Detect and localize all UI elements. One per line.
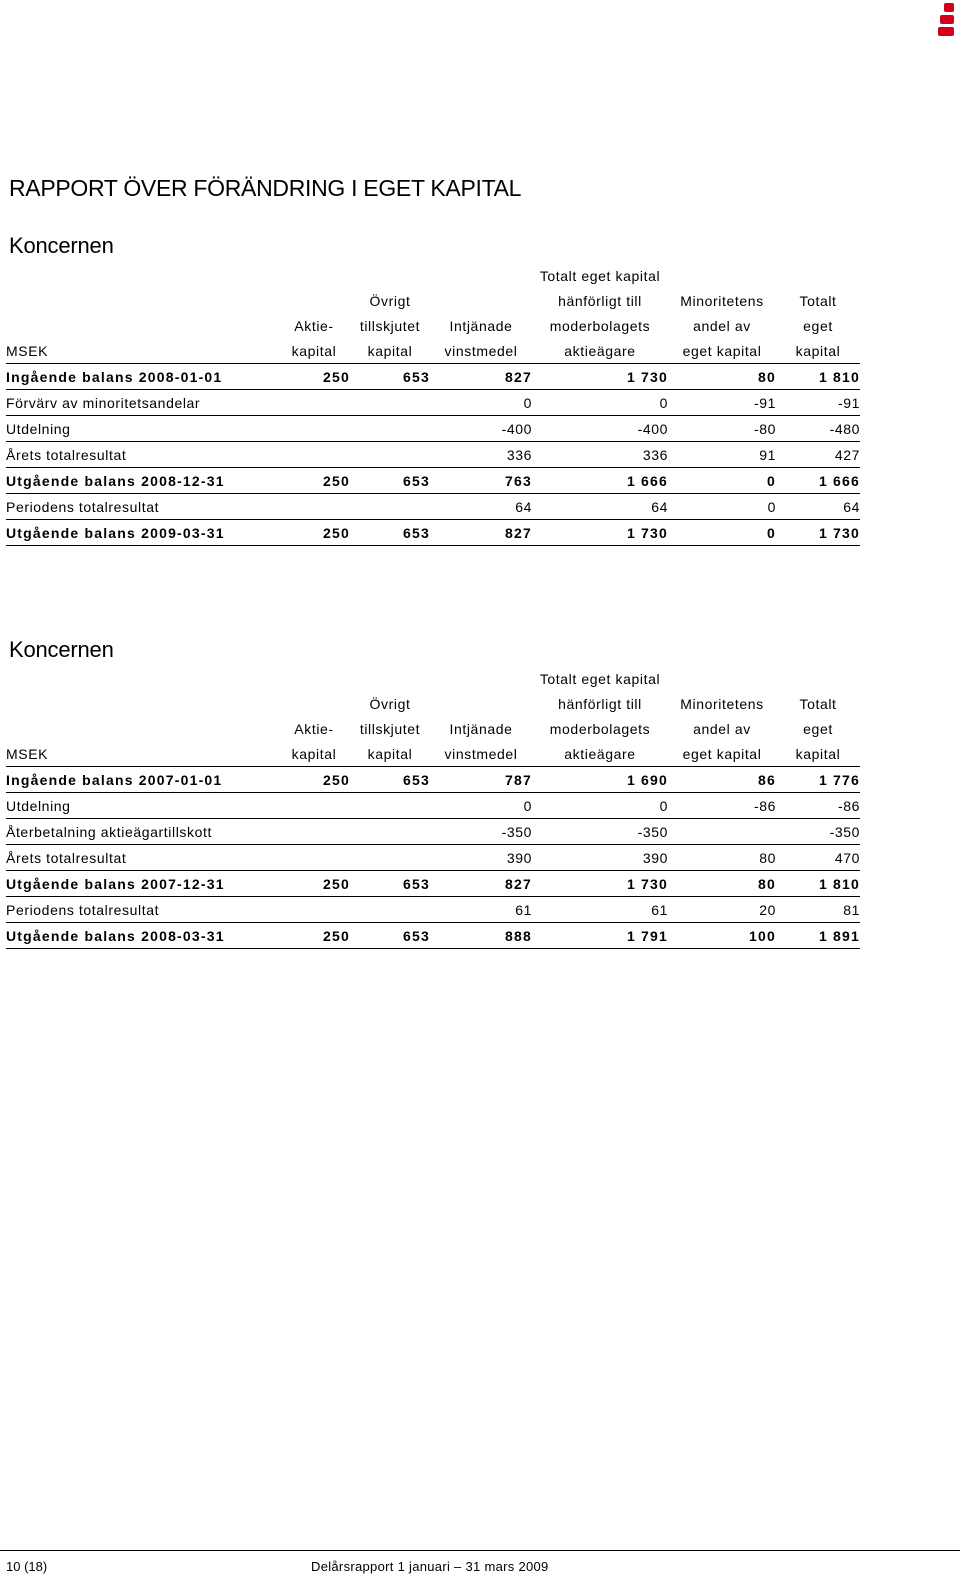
report-name: Delårsrapport 1 januari – 31 mars 2009 [311,1559,549,1574]
value-cell-minoritet: 86 [668,767,776,793]
value-cell-minoritet: 0 [668,468,776,494]
value-cell-minoritet: 100 [668,923,776,949]
logo-bar-top [944,3,954,12]
table-row [6,923,860,949]
value-cell-aktie [278,819,350,845]
logo-bar-bottom [938,27,954,36]
table-row [6,819,860,845]
column-header-cell [6,313,278,338]
column-header-cell: Totalt [799,695,837,712]
column-header-cell [6,263,278,288]
value-cell-minoritet [668,819,776,845]
row-label: Årets totalresultat [6,442,278,468]
value-cell-intjanade: 336 [430,442,532,468]
table-row [6,416,860,442]
header-row [6,716,860,741]
row-label: Förvärv av minoritetsandelar [6,390,278,416]
row-label: Utdelning [6,793,278,819]
column-header-cell: Övrigt [369,695,411,712]
value-cell-moder: 61 [532,897,668,923]
value-cell-minoritet: -80 [668,416,776,442]
value-cell-totalt: 81 [776,897,860,923]
value-cell-intjanade: 0 [430,390,532,416]
value-cell-ovrigt [350,819,430,845]
column-header-cell: vinstmedel [430,338,532,364]
value-cell-intjanade: 64 [430,494,532,520]
value-cell-moder: 1 730 [532,871,668,897]
column-header-cell [430,666,532,691]
column-header-cell [668,666,776,691]
value-cell-aktie: 250 [278,468,350,494]
column-header-cell: Totalt eget kapital [539,267,661,284]
value-cell-totalt: 1 810 [776,364,860,390]
value-cell-ovrigt: 653 [350,923,430,949]
value-cell-moder: 0 [532,793,668,819]
value-cell-ovrigt: 653 [350,468,430,494]
column-header-cell [278,288,350,313]
table-row [6,767,860,793]
value-cell-intjanade: -350 [430,819,532,845]
header-row [6,313,860,338]
value-cell-ovrigt [350,390,430,416]
row-label: Periodens totalresultat [6,897,278,923]
column-header-cell [278,691,350,716]
column-header-cell: kapital [350,741,430,767]
value-cell-totalt: -480 [776,416,860,442]
column-header-cell: kapital [776,338,860,364]
value-cell-minoritet: 0 [668,494,776,520]
value-cell-aktie [278,897,350,923]
value-cell-intjanade: 827 [430,520,532,546]
value-cell-ovrigt: 653 [350,520,430,546]
value-cell-intjanade: 888 [430,923,532,949]
value-cell-intjanade: 763 [430,468,532,494]
column-header-cell: andel av [693,720,751,737]
column-header-cell: Aktie- [294,317,334,334]
value-cell-ovrigt [350,442,430,468]
column-header-cell [776,666,860,691]
value-cell-intjanade: -400 [430,416,532,442]
column-header-cell: MSEK [6,741,278,767]
value-cell-aktie [278,416,350,442]
value-cell-totalt: -350 [776,819,860,845]
row-label: Utgående balans 2008-12-31 [6,468,278,494]
section-title-2: Koncernen [9,637,114,662]
column-header-cell: eget [803,317,833,334]
column-header-cell: Intjänade [449,720,513,737]
value-cell-moder: 1 730 [532,364,668,390]
column-header-cell: moderbolagets [549,720,651,737]
column-header-cell: Totalt eget kapital [539,670,661,687]
column-header-cell: hänförligt till [558,695,642,712]
column-header-cell: MSEK [6,338,278,364]
value-cell-totalt: -91 [776,390,860,416]
table-row [6,390,860,416]
value-cell-moder: 336 [532,442,668,468]
column-header-cell: Totalt [799,292,837,309]
column-header-cell [776,263,860,288]
column-header-cell: Intjänade [449,317,513,334]
value-cell-aktie: 250 [278,923,350,949]
value-cell-moder: 64 [532,494,668,520]
column-header-cell: kapital [278,741,350,767]
value-cell-aktie: 250 [278,364,350,390]
value-cell-moder: -350 [532,819,668,845]
value-cell-minoritet: 80 [668,364,776,390]
page-footer [0,1550,960,1590]
logo-bar-middle [940,15,954,24]
column-header-cell [278,666,350,691]
value-cell-ovrigt [350,416,430,442]
column-header-cell: eget [803,720,833,737]
value-cell-totalt: 1 891 [776,923,860,949]
table-row [6,442,860,468]
column-header-cell [6,666,278,691]
header-row [6,288,860,313]
header-row [6,691,860,716]
value-cell-minoritet: 91 [668,442,776,468]
column-header-cell: eget kapital [668,741,776,767]
table-row [6,897,860,923]
table-row [6,494,860,520]
row-label: Årets totalresultat [6,845,278,871]
value-cell-ovrigt: 653 [350,871,430,897]
value-cell-intjanade: 390 [430,845,532,871]
value-cell-intjanade: 827 [430,364,532,390]
column-header-cell [350,263,430,288]
header-row [6,666,860,691]
column-header-cell: aktieägare [532,338,668,364]
value-cell-moder: 1 666 [532,468,668,494]
column-header-cell: Aktie- [294,720,334,737]
column-header-cell [350,666,430,691]
value-cell-totalt: 1 730 [776,520,860,546]
value-cell-minoritet: -86 [668,793,776,819]
row-label: Utdelning [6,416,278,442]
value-cell-ovrigt: 653 [350,364,430,390]
value-cell-aktie: 250 [278,767,350,793]
value-cell-moder: -400 [532,416,668,442]
row-label: Ingående balans 2007-01-01 [6,767,278,793]
row-label: Utgående balans 2007-12-31 [6,871,278,897]
column-header-cell [6,716,278,741]
column-header-cell [668,263,776,288]
column-header-cell: aktieägare [532,741,668,767]
value-cell-aktie: 250 [278,871,350,897]
page-title: RAPPORT ÖVER FÖRÄNDRING I EGET KAPITAL [9,175,522,201]
value-cell-intjanade: 827 [430,871,532,897]
value-cell-totalt: 64 [776,494,860,520]
value-cell-ovrigt [350,897,430,923]
value-cell-moder: 1 730 [532,520,668,546]
table-row [6,845,860,871]
column-header-cell: eget kapital [668,338,776,364]
value-cell-moder: 1 690 [532,767,668,793]
column-header-cell: tillskjutet [359,317,421,334]
value-cell-totalt: 1 810 [776,871,860,897]
equity-changes-table-2007-2008 [6,666,860,949]
value-cell-minoritet: -91 [668,390,776,416]
column-header-cell [278,263,350,288]
value-cell-minoritet: 80 [668,845,776,871]
column-header-cell: kapital [776,741,860,767]
value-cell-aktie [278,845,350,871]
value-cell-aktie [278,442,350,468]
value-cell-moder: 0 [532,390,668,416]
value-cell-intjanade: 0 [430,793,532,819]
column-header-cell: kapital [278,338,350,364]
table-row [6,520,860,546]
value-cell-ovrigt [350,494,430,520]
header-row [6,338,860,364]
value-cell-intjanade: 61 [430,897,532,923]
value-cell-ovrigt [350,793,430,819]
value-cell-aktie [278,494,350,520]
value-cell-totalt: -86 [776,793,860,819]
table-row [6,364,860,390]
value-cell-aktie: 250 [278,520,350,546]
value-cell-totalt: 470 [776,845,860,871]
value-cell-moder: 390 [532,845,668,871]
column-header-cell: Övrigt [369,292,411,309]
value-cell-minoritet: 20 [668,897,776,923]
column-header-cell: kapital [350,338,430,364]
column-header-cell [6,691,278,716]
value-cell-ovrigt: 653 [350,767,430,793]
value-cell-totalt: 427 [776,442,860,468]
column-header-cell [6,288,278,313]
row-label: Återbetalning aktieägartillskott [6,819,278,845]
table-row [6,468,860,494]
row-label: Utgående balans 2009-03-31 [6,520,278,546]
column-header-cell: hänförligt till [558,292,642,309]
table-row [6,871,860,897]
column-header-cell [430,288,532,313]
value-cell-ovrigt [350,845,430,871]
column-header-cell: Minoritetens [680,292,764,309]
column-header-cell: andel av [693,317,751,334]
row-label: Utgående balans 2008-03-31 [6,923,278,949]
company-logo-mark [938,3,954,37]
value-cell-aktie [278,793,350,819]
row-label: Ingående balans 2008-01-01 [6,364,278,390]
value-cell-intjanade: 787 [430,767,532,793]
row-label: Periodens totalresultat [6,494,278,520]
header-row [6,263,860,288]
value-cell-aktie [278,390,350,416]
page-number: 10 (18) [6,1559,48,1574]
column-header-cell: tillskjutet [359,720,421,737]
column-header-cell: moderbolagets [549,317,651,334]
value-cell-totalt: 1 666 [776,468,860,494]
header-row [6,741,860,767]
column-header-cell [430,263,532,288]
value-cell-minoritet: 0 [668,520,776,546]
section-title-1: Koncernen [9,233,114,258]
table-row [6,793,860,819]
value-cell-totalt: 1 776 [776,767,860,793]
column-header-cell [430,691,532,716]
equity-changes-table-2008-2009 [6,263,860,546]
value-cell-minoritet: 80 [668,871,776,897]
column-header-cell: vinstmedel [430,741,532,767]
value-cell-moder: 1 791 [532,923,668,949]
column-header-cell: Minoritetens [680,695,764,712]
